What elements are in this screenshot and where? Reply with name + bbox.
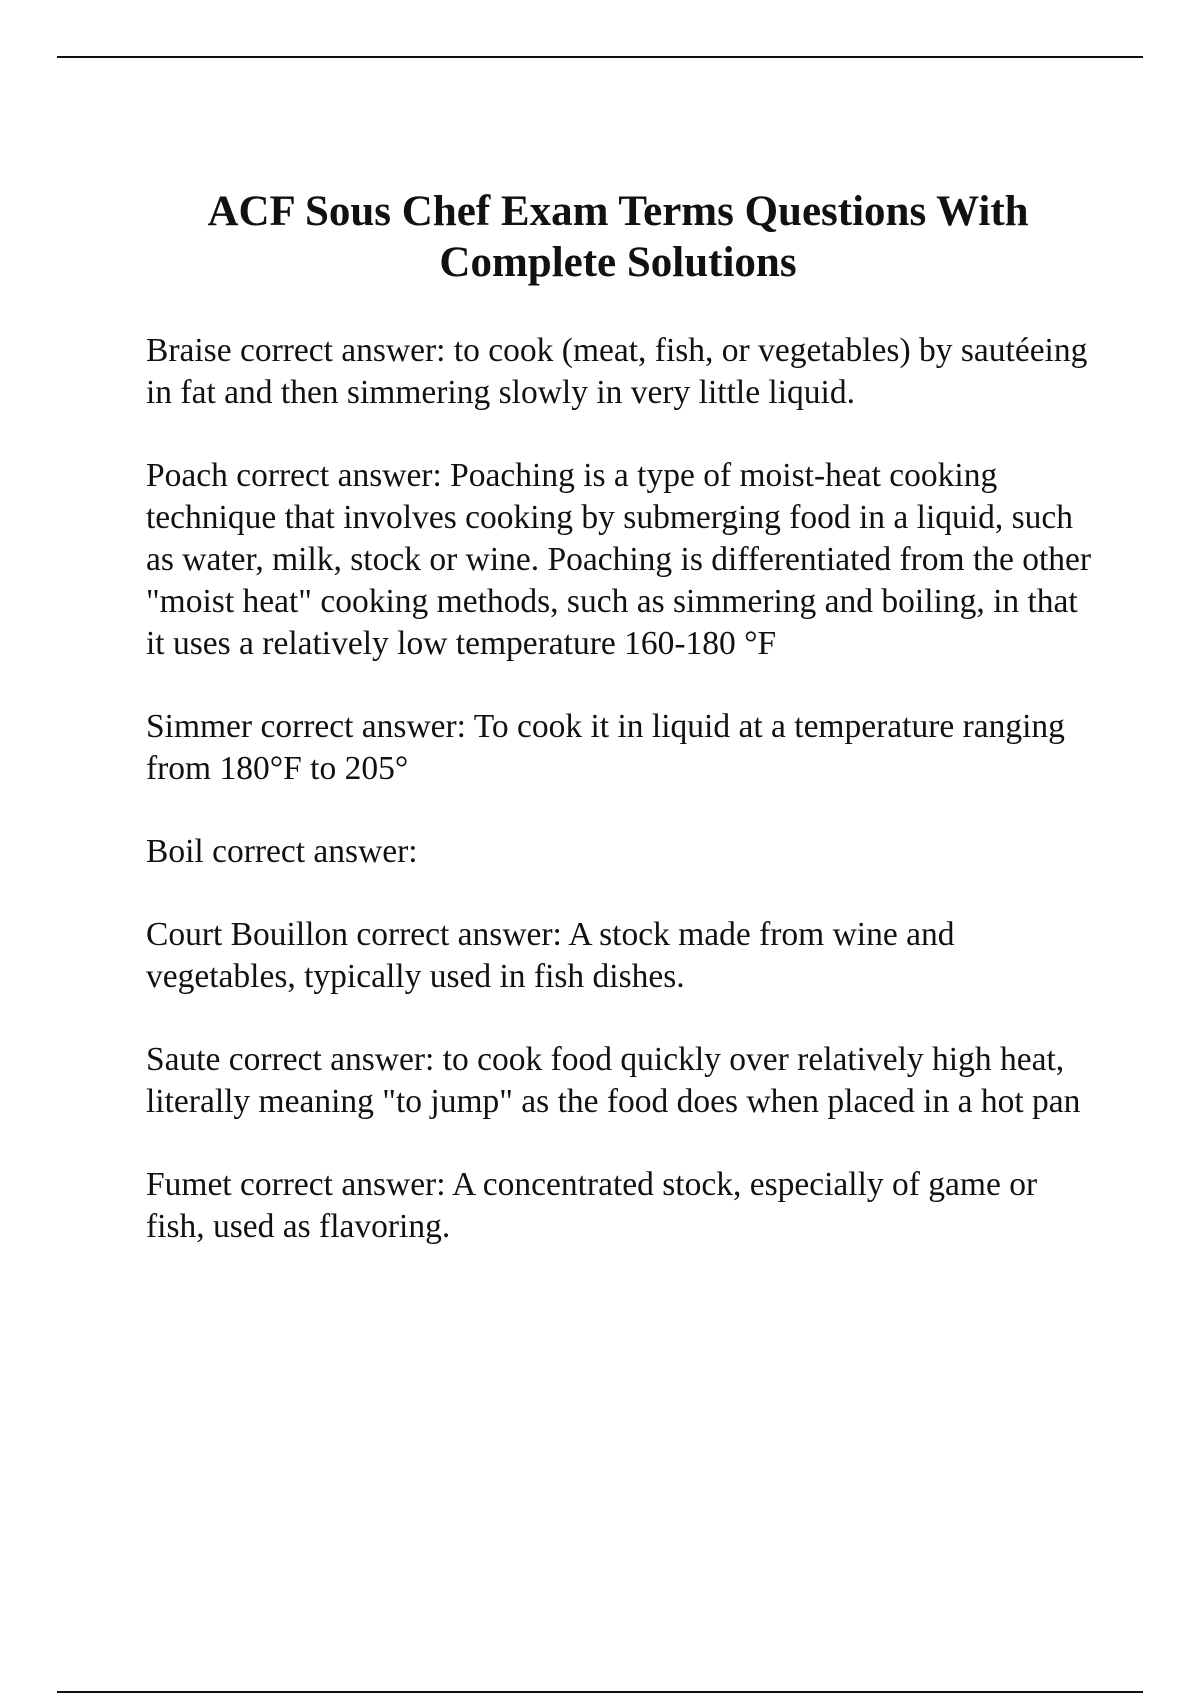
term-entry-boil: Boil correct answer: — [146, 833, 418, 870]
bottom-rule — [57, 1691, 1143, 1693]
term-entry-fumet: Fumet correct answer: A concentrated stock, especially of game or fish, used as flavoring. — [146, 1166, 1038, 1245]
term-entry-poach: Poach correct answer: Poaching is a type of moist-heat cooking technique that involves cooking by submerging food in a liquid, such as water, milk, stock or wine. Poaching is differentiated from the other "moist heat" cooking methods, such as simmering and boiling, in that it uses a relatively low temperature 160-180 °F — [146, 457, 1092, 662]
term-entry-braise: Braise correct answer: to cook (meat, fish, or vegetables) by sautéeing in fat and then simmering slowly in very little liquid. — [146, 332, 1088, 411]
document-title: ACF Sous Chef Exam Terms Questions With Complete Solutions — [207, 188, 1029, 286]
term-entry-saute: Saute correct answer: to cook food quickly over relatively high heat, literally meaning "to jump" as the food does when placed in a hot pan — [146, 1041, 1081, 1120]
terms-list — [146, 330, 1096, 1289]
term-entry-simmer: Simmer correct answer: To cook it in liquid at a temperature ranging from 180°F to 205° — [146, 708, 1065, 787]
top-rule — [57, 56, 1143, 58]
term-entry-court-bouillon: Court Bouillon correct answer: A stock made from wine and vegetables, typically used in fish dishes. — [146, 916, 955, 995]
